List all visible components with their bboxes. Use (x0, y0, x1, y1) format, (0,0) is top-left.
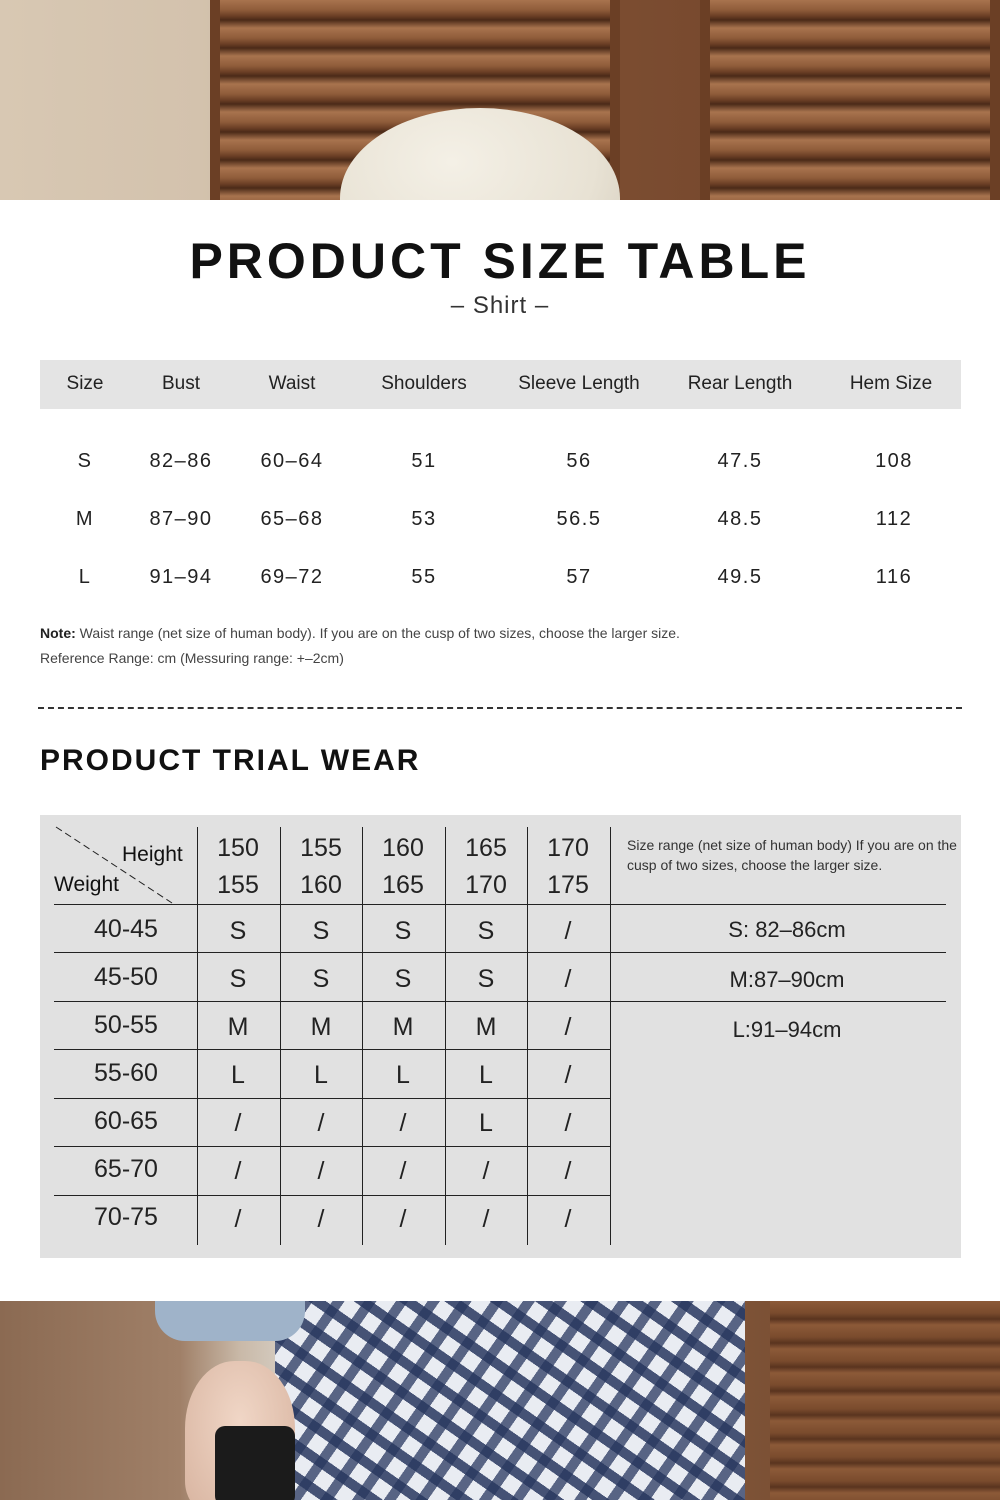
table-cell: 57 (566, 566, 592, 588)
grid-line (445, 827, 446, 1245)
table-cell: 116 (875, 566, 913, 588)
grid-line (54, 1049, 610, 1050)
size-cell: L (479, 1061, 493, 1089)
trial-wear-table (40, 815, 961, 1258)
size-cell: M (310, 1013, 332, 1041)
table-cell: M (75, 508, 95, 530)
grid-line (54, 1001, 946, 1002)
size-cell: / (564, 1013, 572, 1041)
grid-line (280, 827, 281, 1245)
size-cell: / (564, 1109, 572, 1137)
header-hem-size: Hem Size (849, 373, 933, 394)
table-cell: 91–94 (149, 566, 213, 588)
height-to: 175 (547, 871, 589, 899)
table-cell: 47.5 (717, 450, 763, 472)
height-range-160-165 (382, 830, 424, 904)
wooden-shutter-right (700, 0, 1000, 200)
table-cell: 112 (875, 508, 913, 530)
size-row-l (40, 558, 961, 598)
size-cell: S (229, 917, 247, 945)
weight-label: 55-60 (94, 1059, 158, 1087)
dashed-divider (38, 707, 962, 709)
grid-line (54, 1146, 610, 1147)
corner-weight-label: Weight (54, 873, 119, 896)
grid-line (610, 827, 611, 1245)
height-range-155-160 (300, 830, 342, 904)
size-cell: S (394, 965, 412, 993)
header-sleeve-length: Sleeve Length (518, 373, 640, 394)
height-to: 170 (465, 871, 507, 899)
size-cell: S (477, 965, 495, 993)
header-shoulders: Shoulders (381, 373, 467, 394)
corner-height-label: Height (122, 843, 183, 866)
table-cell: 51 (411, 450, 437, 472)
table-cell: 56 (566, 450, 592, 472)
size-cell: / (234, 1157, 242, 1185)
size-cell: / (317, 1205, 325, 1233)
size-range-l: L:91–94cm (732, 1017, 842, 1042)
page-title: PRODUCT SIZE TABLE (189, 233, 811, 289)
size-cell: L (314, 1061, 328, 1089)
size-cell: M (475, 1013, 497, 1041)
size-cell: / (234, 1205, 242, 1233)
height-from: 155 (300, 834, 342, 862)
table-cell: 60–64 (260, 450, 324, 472)
note-label: Note: (40, 625, 76, 641)
weight-label: 70-75 (94, 1203, 158, 1231)
height-range-170-175 (547, 830, 589, 904)
size-cell: / (234, 1109, 242, 1137)
size-cell: S (477, 917, 495, 945)
height-range-165-170 (465, 830, 507, 904)
weight-label: 50-55 (94, 1011, 158, 1039)
header-rear-length: Rear Length (687, 373, 793, 394)
size-table-header (40, 360, 961, 409)
height-to: 155 (217, 871, 259, 899)
size-cell: / (564, 1061, 572, 1089)
grid-line (54, 904, 946, 905)
size-cell: / (564, 1157, 572, 1185)
size-cell: S (394, 917, 412, 945)
size-cell: / (482, 1157, 490, 1185)
size-cell: / (564, 917, 572, 945)
size-cell: L (396, 1061, 410, 1089)
header-bust: Bust (161, 373, 201, 394)
table-cell: 82–86 (149, 450, 213, 472)
size-cell: / (482, 1205, 490, 1233)
size-range-m: M:87–90cm (729, 967, 845, 992)
trial-wear-title: PRODUCT TRIAL WEAR (40, 744, 421, 777)
size-cell: M (392, 1013, 414, 1041)
table-cell: 53 (411, 508, 437, 530)
grid-line (527, 827, 528, 1245)
size-range-s: S: 82–86cm (728, 917, 846, 942)
grid-line (197, 827, 198, 1245)
header-size: Size (66, 373, 104, 394)
height-range-150-155 (217, 830, 259, 904)
table-cell: S (77, 450, 93, 472)
height-to: 160 (300, 871, 342, 899)
size-cell: L (479, 1109, 493, 1137)
denim-sleeve (155, 1301, 305, 1341)
table-cell: 87–90 (149, 508, 213, 530)
wooden-shutter-bottom (770, 1301, 1000, 1500)
size-cell: S (229, 965, 247, 993)
size-row-s (40, 442, 961, 482)
weight-label: 60-65 (94, 1107, 158, 1135)
size-cell: / (399, 1157, 407, 1185)
black-bag (215, 1426, 295, 1500)
top-photo (0, 0, 1000, 200)
height-to: 165 (382, 871, 424, 899)
note-text: Waist range (net size of human body). If you are on the cusp of two sizes, choose the larger size. (75, 625, 680, 641)
grid-line (54, 1098, 610, 1099)
table-cell: 56.5 (556, 508, 602, 530)
size-cell: / (564, 965, 572, 993)
size-cell: L (231, 1061, 245, 1089)
grid-line (362, 827, 363, 1245)
table-cell: 49.5 (717, 566, 763, 588)
size-cell: / (399, 1109, 407, 1137)
grid-line (54, 952, 946, 953)
weight-label: 45-50 (94, 963, 158, 991)
size-cell: / (317, 1109, 325, 1137)
height-from: 160 (382, 834, 424, 862)
size-range-note: Size range (net size of human body) If you are on the cusp of two sizes, choose the larger size. (627, 837, 957, 873)
table-cell: 69–72 (260, 566, 324, 588)
size-cell: / (564, 1205, 572, 1233)
table-cell: 55 (411, 566, 437, 588)
page-subtitle: – Shirt – (450, 292, 550, 319)
table-cell: 108 (875, 450, 913, 472)
size-note (40, 625, 680, 641)
bottom-photo (0, 1301, 1000, 1500)
content-panel (0, 200, 1000, 1301)
table-cell: L (78, 566, 92, 588)
height-from: 165 (465, 834, 507, 862)
table-cell: 65–68 (260, 508, 324, 530)
size-cell: / (399, 1205, 407, 1233)
weight-label: 65-70 (94, 1155, 158, 1183)
header-waist: Waist (268, 373, 316, 394)
height-from: 150 (217, 834, 259, 862)
reference-range: Reference Range: cm (Messuring range: +–2cm) (40, 650, 344, 666)
height-from: 170 (547, 834, 589, 862)
weight-label: 40-45 (94, 915, 158, 943)
size-cell: M (227, 1013, 249, 1041)
size-row-m (40, 500, 961, 540)
table-cell: 48.5 (717, 508, 763, 530)
size-cell: / (317, 1157, 325, 1185)
grid-line (54, 1195, 610, 1196)
size-cell: S (312, 965, 330, 993)
plaid-skirt (275, 1301, 745, 1500)
size-cell: S (312, 917, 330, 945)
